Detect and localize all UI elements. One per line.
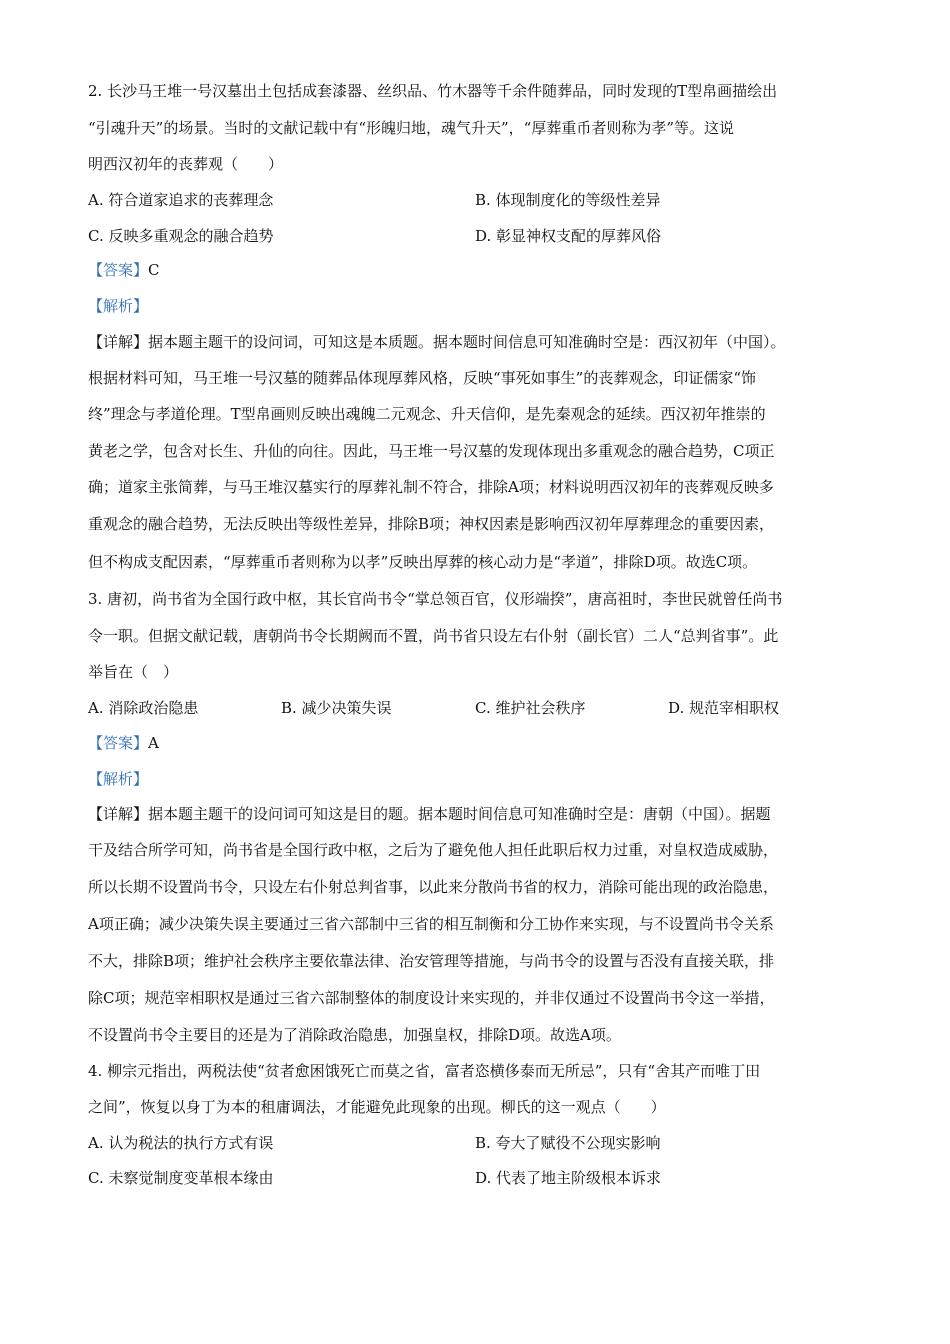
q2-stem-line-1: 2. 长沙马王堆一号汉墓出土包括成套漆器、丝织品、竹木器等千余件随葬品，同时发现的T型帛画描绘出 [88,82,778,100]
q2-detail-line-7: 但不构成支配因素，“厚葬重币者则称为以孝”反映出厚葬的核心动力是“孝道”，排除D项。故选C项。 [88,553,758,571]
q4-stem-line-2: 之间”，恢复以身丁为本的租庸调法，才能避免此现象的出现。柳氏的这一观点（ ） [88,1098,666,1116]
q2-detail-line-5: 确；道家主张简葬，与马王堆汉墓实行的厚葬礼制不符合，排除A项；材料说明西汉初年的丧葬观反映多 [88,478,774,496]
q3-option-d: D. 规范宰相职权 [668,699,780,717]
q4-stem-line-1: 4. 柳宗元指出，两税法使“贫者愈困饿死亡而莫之省，富者恣横侈泰而无所忌”，只有“舍其产而唯丁田 [88,1062,761,1080]
q2-stem-line-2: “引魂升天”的场景。当时的文献记载中有“形魄归地，魂气升天”，“厚葬重币者则称为孝”等。这说 [88,119,735,137]
q2-detail-tag: 【详解】 [88,333,149,351]
q2-detail-line-6: 重观念的融合趋势，无法反映出等级性差异，排除B项；神权因素是影响西汉初年厚葬理念的重要因素， [88,515,775,533]
q4-option-a: A. 认为税法的执行方式有误 [88,1134,274,1152]
q3-detail-line-3: 所以长期不设置尚书令，只设左右仆射总判省事，以此来分散尚书省的权力，消除可能出现的政治隐患， [88,878,779,896]
q2-option-d: D. 彰显神权支配的厚葬风俗 [475,227,662,245]
q3-answer-value: A [148,734,159,752]
q2-analysis-tag: 【解析】 [88,297,149,315]
q3-option-c: C. 维护社会秩序 [475,699,586,717]
q3-detail-line-2: 干及结合所学可知，尚书省是全国行政中枢，之后为了避免他人担任此职后权力过重，对皇权造成威胁， [88,841,779,859]
q3-detail-line-4: A项正确；减少决策失误主要通过三省六部制中三省的相互制衡和分工协作来实现，与不设置尚书令关系 [88,915,774,933]
q2-option-b: B. 体现制度化的等级性差异 [475,191,661,209]
q3-detail-text-1: 据本题主题干的设问词可知这是目的题。据本题时间信息可知准确时空是：唐朝（中国）。据题 [148,805,771,823]
q2-detail-line-1 [88,332,786,352]
q3-answer-tag: 【答案】 [88,734,149,752]
q3-stem-line-1: 3. 唐初，尚书省为全国行政中枢，其长官尚书令“掌总领百官，仪形端揆”，唐高祖时，李世民就曾任尚书 [88,590,783,608]
q4-option-d: D. 代表了地主阶级根本诉求 [475,1169,662,1187]
q3-detail-line-5: 不大，排除B项；维护社会秩序主要依靠法律、治安管理等措施，与尚书令的设置与否没有直接关联，排 [88,952,775,970]
q3-option-b: B. 减少决策失误 [281,699,392,717]
q2-detail-text-1: 据本题主题干的设问词，可知这是本质题。据本题时间信息可知准确时空是：西汉初年（中国）。 [148,333,786,351]
q3-stem-line-3: 举旨在（ ） [88,663,179,681]
q2-detail-line-3: 终”理念与孝道伦理。T型帛画则反映出魂魄二元观念、升天信仰，是先秦观念的延续。西汉初年推崇的 [88,405,766,423]
q3-option-a: A. 消除政治隐患 [88,699,199,717]
q2-answer-value: C [148,261,160,279]
q3-answer [88,733,159,753]
q2-stem-line-3: 明西汉初年的丧葬观（ ） [88,155,284,173]
q2-option-a: A. 符合道家追求的丧葬理念 [88,191,274,209]
q2-answer [88,260,160,280]
q2-answer-tag: 【答案】 [88,261,149,279]
q2-detail-line-4: 黄老之学，包含对长生、升仙的向往。因此，马王堆一号汉墓的发现体现出多重观念的融合趋势，C项正 [88,442,775,460]
q3-detail-line-1 [88,804,771,824]
q3-stem-line-2: 令一职。但据文献记载，唐朝尚书令长期阙而不置，尚书省只设左右仆射（副长官）二人“总判省事”。此 [88,627,779,645]
q2-detail-line-2: 根据材料可知，马王堆一号汉墓的随葬品体现厚葬风格，反映“事死如事生”的丧葬观念，印证儒家“饰 [88,369,757,387]
q4-option-b: B. 夸大了赋役不公现实影响 [475,1134,661,1152]
q4-option-c: C. 未察觉制度变革根本缘由 [88,1169,274,1187]
q3-detail-tag: 【详解】 [88,805,149,823]
q2-option-c: C. 反映多重观念的融合趋势 [88,227,274,245]
q3-analysis-tag: 【解析】 [88,770,149,788]
q3-detail-line-6: 除C项；规范宰相职权是通过三省六部制整体的制度设计来实现的，并非仅通过不设置尚书令这一举措， [88,989,775,1007]
q3-detail-line-7: 不设置尚书令主要目的还是为了消除政治隐患，加强皇权，排除D项。故选A项。 [88,1026,621,1044]
